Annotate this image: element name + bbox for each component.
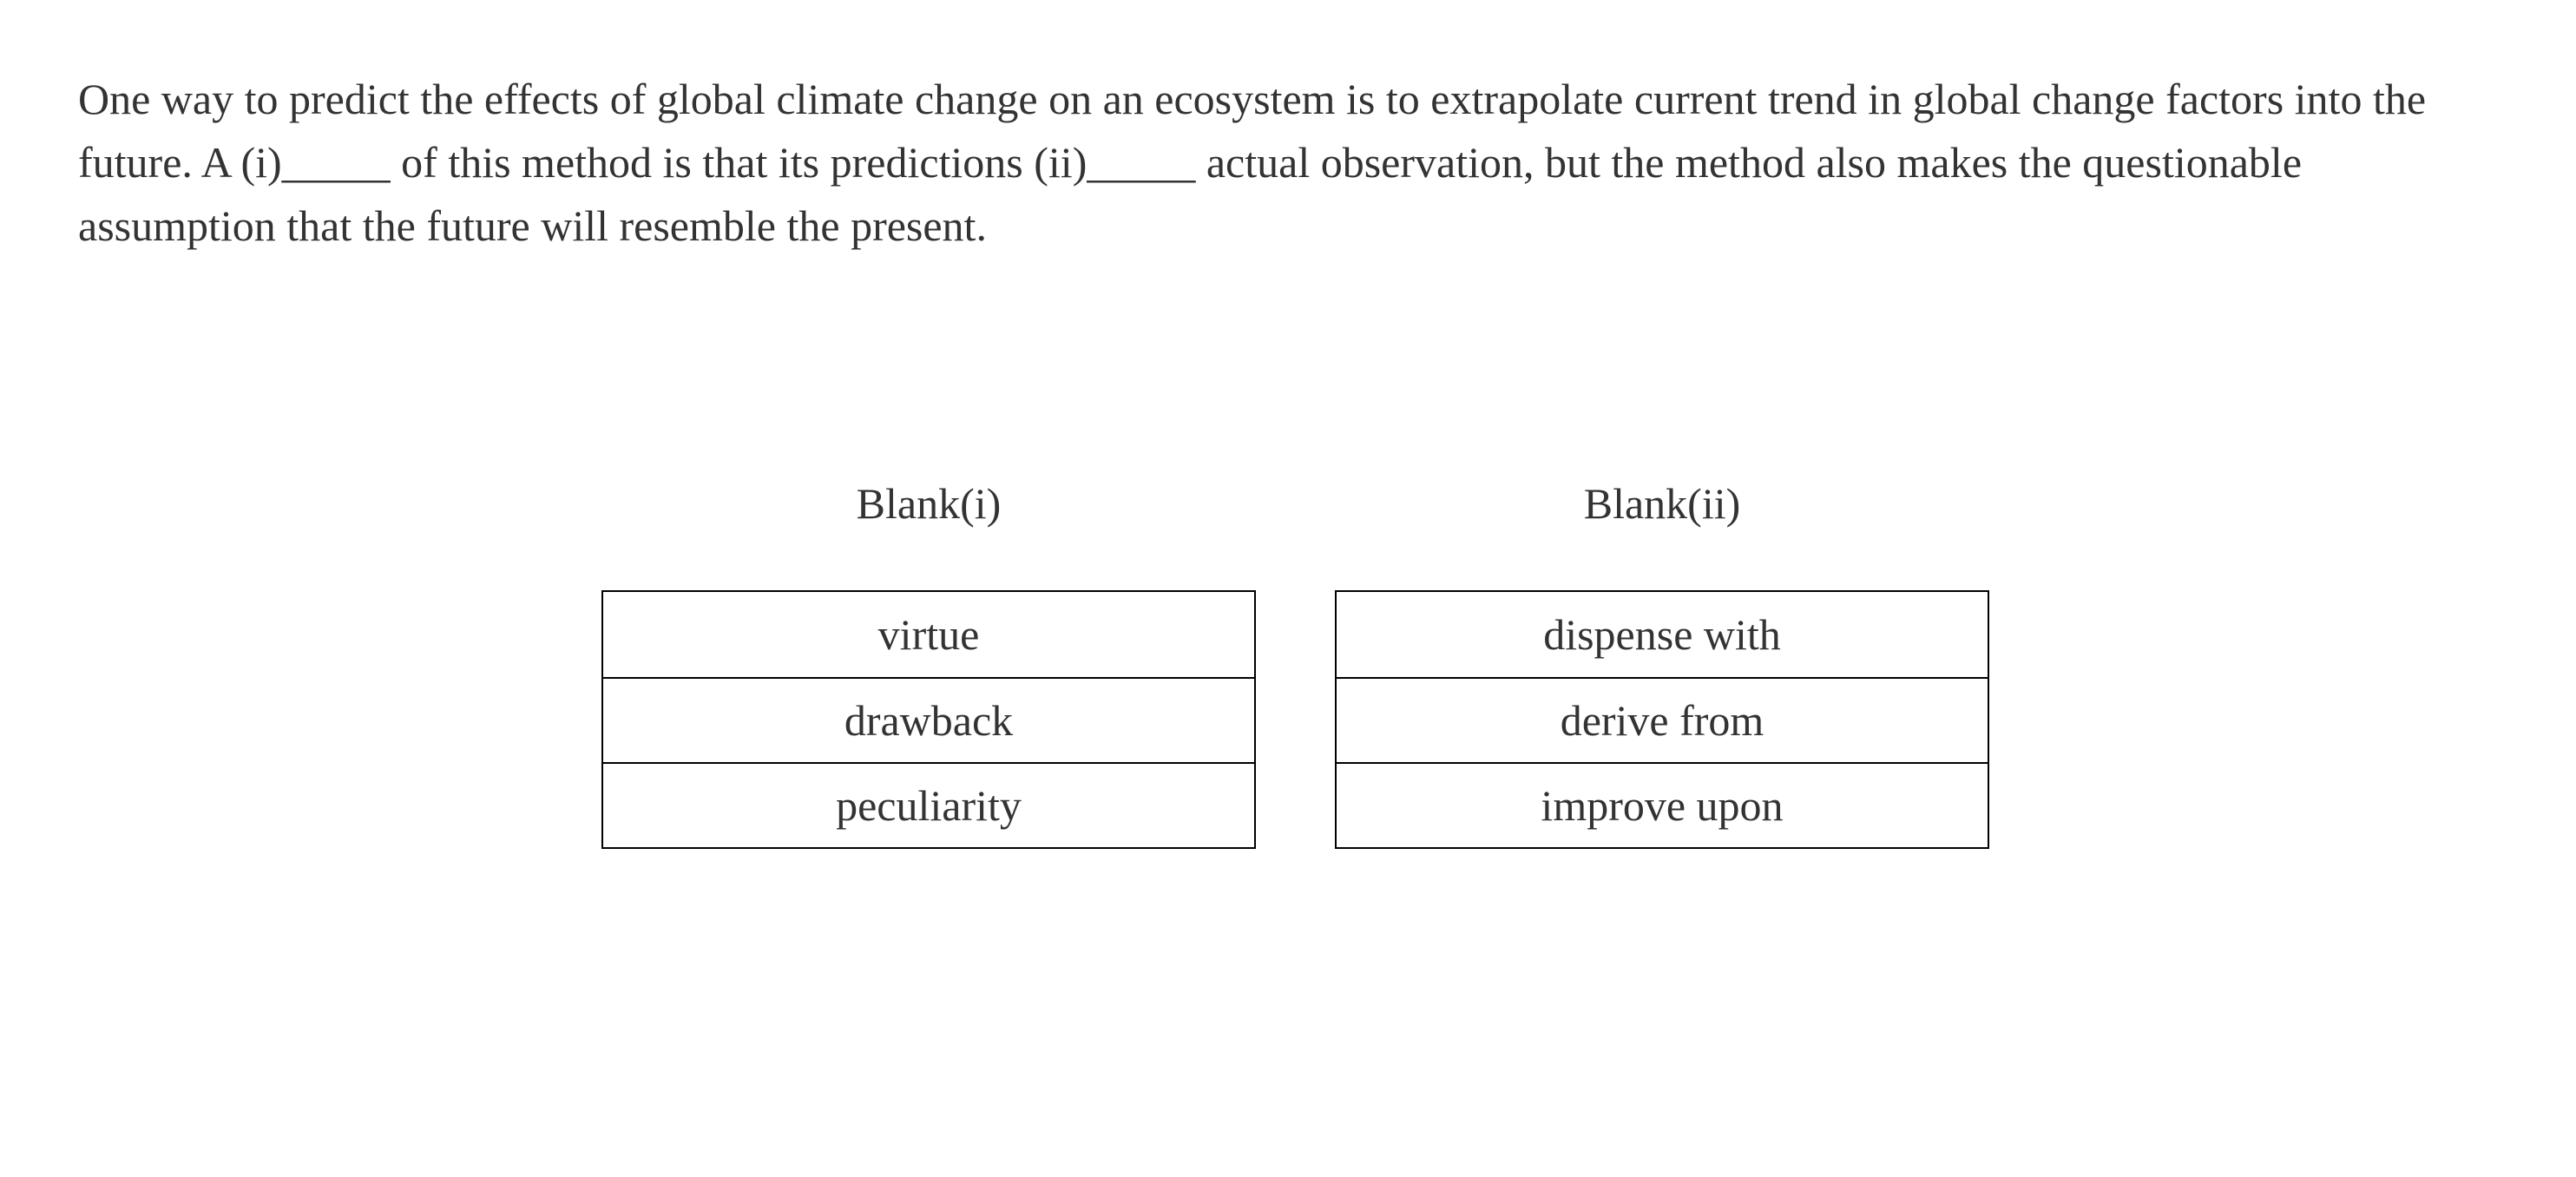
blank-ii-option-derive-from[interactable]: derive from: [1337, 677, 1988, 762]
blank-ii-heading: Blank(ii): [1583, 479, 1741, 528]
blank-i-option-drawback[interactable]: drawback: [603, 677, 1254, 762]
blank-ii-option-dispense-with[interactable]: dispense with: [1543, 610, 1781, 659]
question-line-2: future. A (i)_____ of this method is that its predictions (ii)_____ actual observation, but the method also makes the questionable: [78, 138, 2303, 187]
question-text: [78, 68, 2543, 258]
blank-i-options: [601, 590, 1256, 849]
blank-i-option-peculiarity[interactable]: peculiarity: [603, 762, 1254, 847]
blank-ii-option-improve-upon[interactable]: improve upon: [1337, 762, 1988, 847]
question-line-3: assumption that the future will resemble the present.: [78, 201, 987, 250]
blank-i-option-virtue[interactable]: virtue: [877, 610, 980, 659]
question-line-1: One way to predict the effects of global climate change on an ecosystem is to extrapolate current trend in global change factors into the: [78, 75, 2427, 123]
blank-i-heading: Blank(i): [856, 479, 1002, 528]
blank-ii-options: [1335, 590, 1989, 849]
